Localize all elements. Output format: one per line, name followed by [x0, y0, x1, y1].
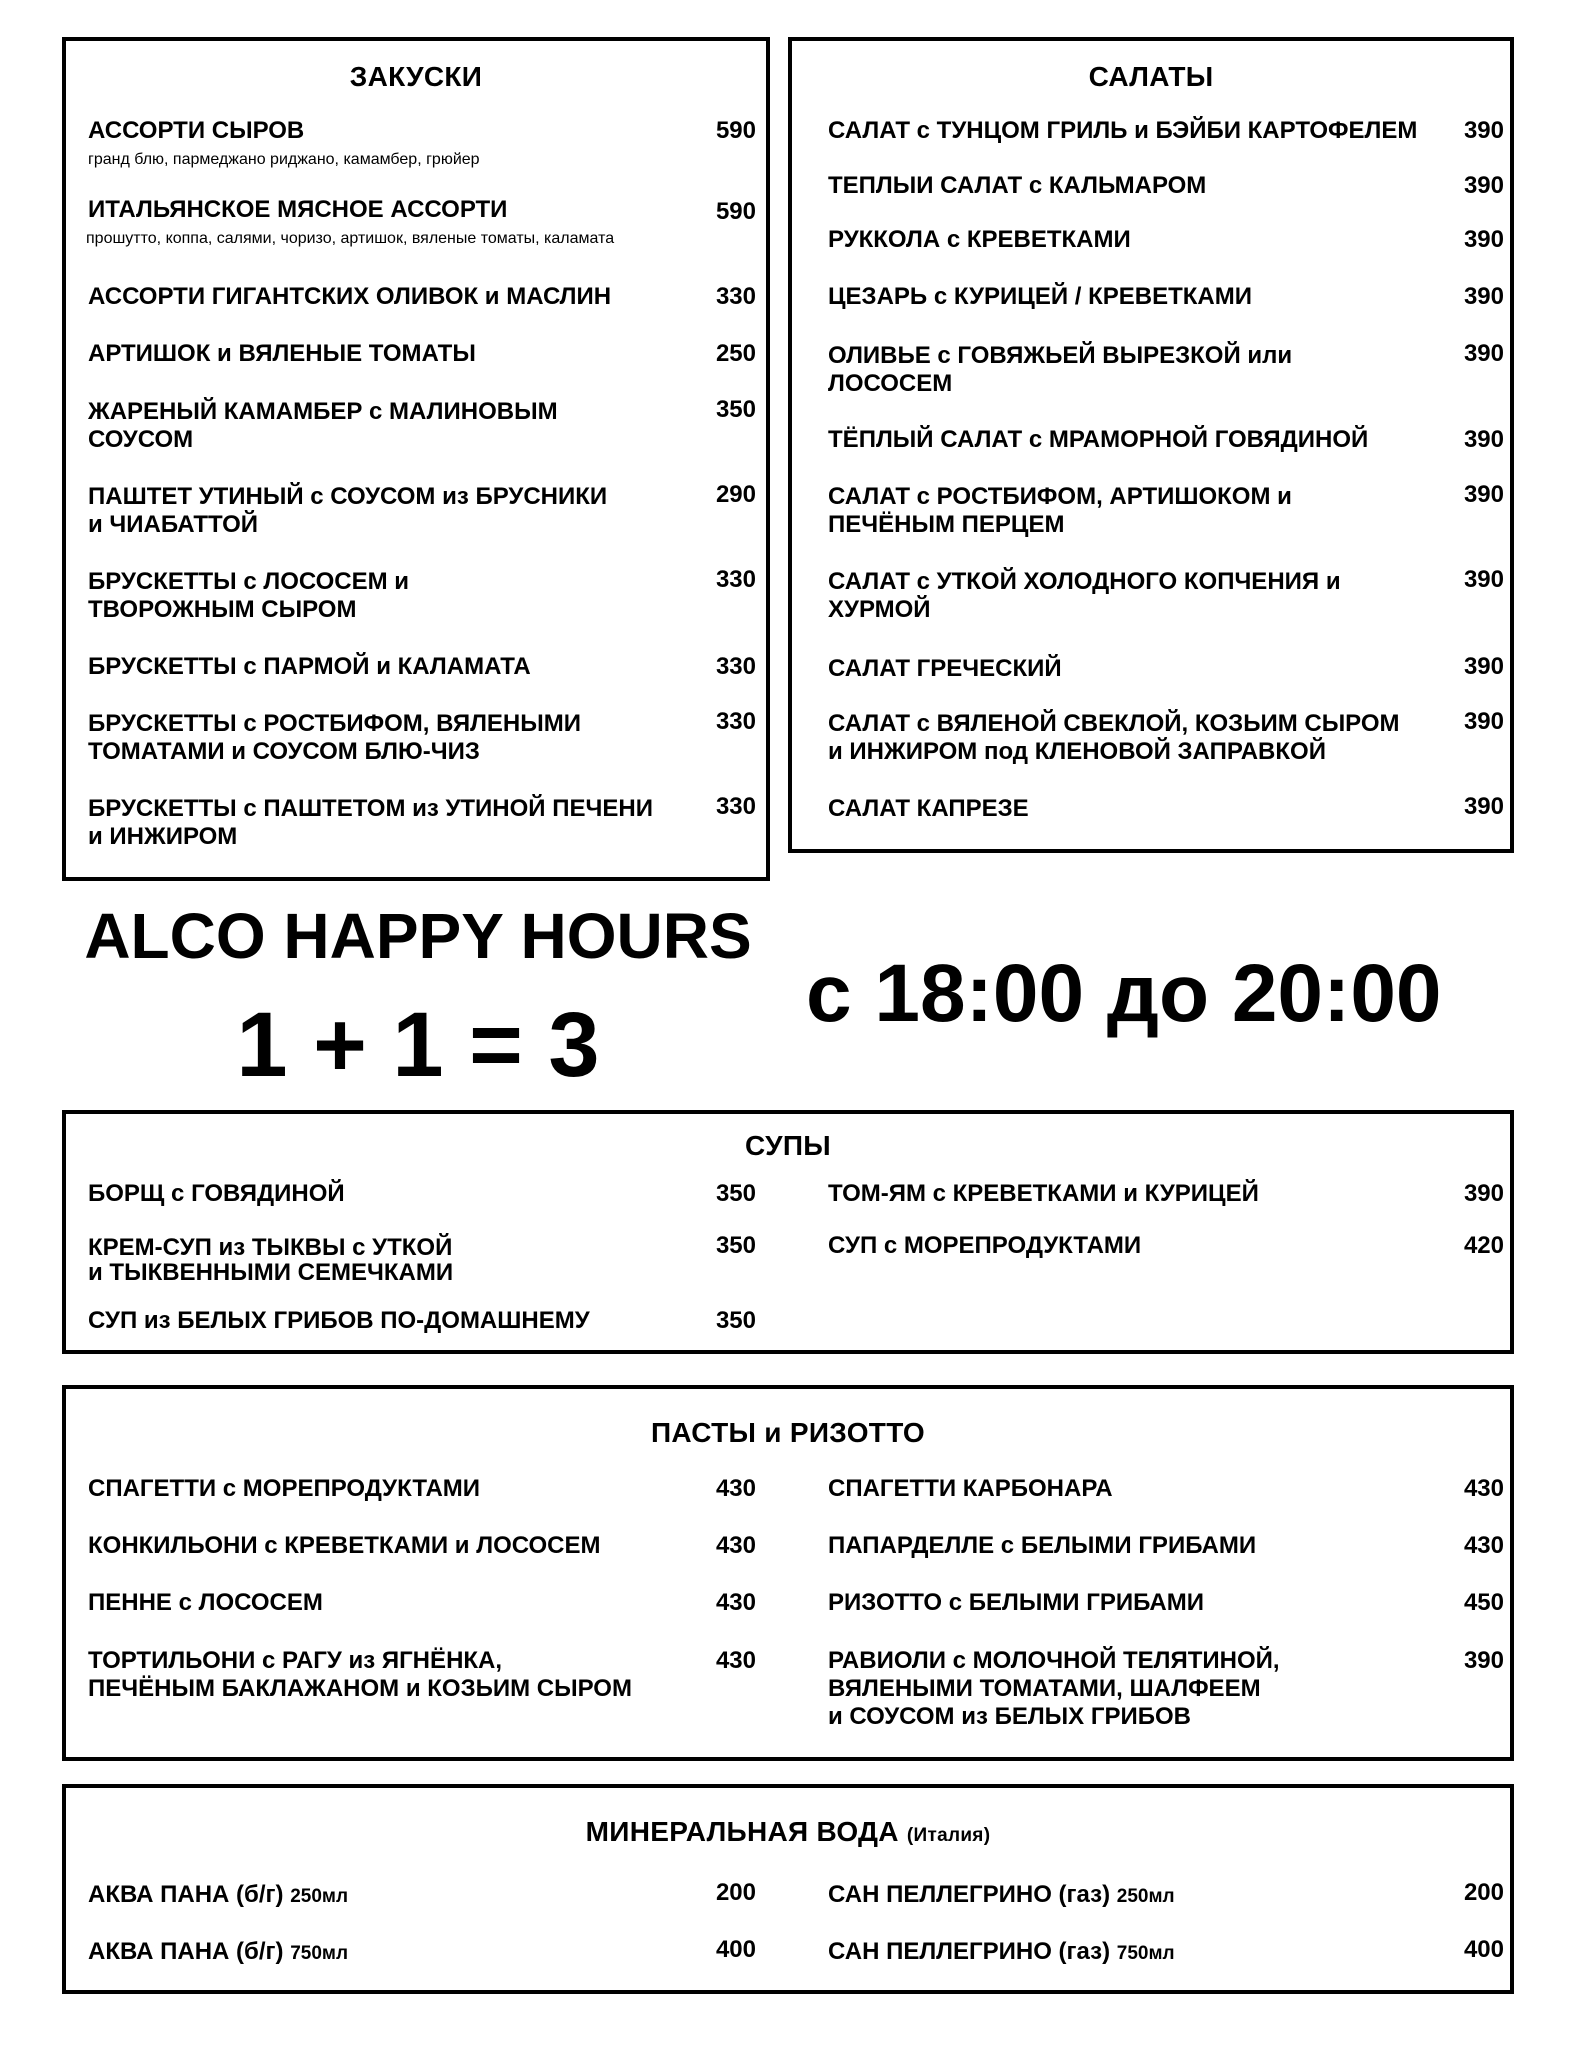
menu-item-price: 330 — [715, 653, 756, 680]
menu-item-price: 430 — [1463, 1475, 1504, 1502]
menu-item-price: 330 — [715, 283, 756, 310]
menu-item-price: 200 — [1463, 1879, 1504, 1906]
menu-item: ТЕПЛЫИ САЛАТ с КАЛЬМАРОМ — [828, 172, 1207, 199]
menu-item: РИЗОТТО с БЕЛЫМИ ГРИБАМИ — [828, 1589, 1204, 1616]
menu-item-continued: ВЯЛЕНЫМИ ТОМАТАМИ, ШАЛФЕЕМ — [828, 1675, 1261, 1702]
menu-item-price: 390 — [1463, 283, 1504, 310]
pasta-risotto-section — [62, 1385, 1514, 1761]
menu-item-price: 390 — [1463, 481, 1504, 508]
menu-item-continued: ТОМАТАМИ и СОУСОМ БЛЮ-ЧИЗ — [88, 738, 480, 765]
menu-item-price: 350 — [715, 396, 756, 423]
menu-item-continued: и ИНЖИРОМ — [88, 823, 238, 850]
menu-item-price: 390 — [1463, 172, 1504, 199]
appetizers-section — [62, 37, 770, 881]
menu-item: ПЕННЕ с ЛОСОСЕМ — [88, 1589, 323, 1616]
menu-item-price: 400 — [715, 1936, 756, 1963]
menu-item-price: 390 — [1463, 226, 1504, 253]
menu-item: САЛАТ с УТКОЙ ХОЛОДНОГО КОПЧЕНИЯ и — [828, 568, 1341, 595]
menu-item-price: 390 — [1463, 340, 1504, 367]
menu-item — [828, 1938, 1175, 1968]
mineral-water-origin: (Италия) — [906, 1825, 991, 1846]
menu-item-name: САН ПЕЛЛЕГРИНО (газ) — [828, 1881, 1111, 1908]
soups-section — [62, 1110, 1514, 1354]
menu-item-price: 590 — [715, 117, 756, 144]
menu-item: СПАГЕТТИ с МОРЕПРОДУКТАМИ — [88, 1475, 481, 1502]
menu-item: ТЁПЛЫЙ САЛАТ с МРАМОРНОЙ ГОВЯДИНОЙ — [828, 426, 1369, 453]
menu-item: БРУСКЕТТЫ с РОСТБИФОМ, ВЯЛЕНЫМИ — [88, 710, 581, 737]
menu-item-price: 350 — [715, 1232, 756, 1259]
menu-item: ОЛИВЬЕ с ГОВЯЖЬЕЙ ВЫРЕЗКОЙ или — [828, 342, 1293, 369]
menu-item-continued: ЛОСОСЕМ — [828, 370, 953, 397]
menu-item-price: 390 — [1463, 426, 1504, 453]
menu-item: САЛАТ КАПРЕЗЕ — [828, 795, 1029, 822]
menu-item-name: АКВА ПАНА (б/г) — [88, 1938, 284, 1965]
appetizers-title: ЗАКУСКИ — [349, 61, 483, 92]
menu-item: СУП с МОРЕПРОДУКТАМИ — [828, 1232, 1142, 1259]
menu-item: АССОРТИ СЫРОВ — [88, 117, 305, 144]
menu-item: СПАГЕТТИ КАРБОНАРА — [828, 1475, 1113, 1502]
menu-item-price: 400 — [1463, 1936, 1504, 1963]
menu-item-continued: СОУСОМ — [88, 426, 194, 453]
menu-item: САЛАТ ГРЕЧЕСКИЙ — [828, 655, 1062, 682]
menu-item — [88, 1938, 348, 1968]
happy-hours-headline: ALCO HAPPY HOURS — [84, 900, 752, 972]
menu-item-price: 430 — [715, 1647, 756, 1674]
menu-item-continued: и ТЫКВЕННЫМИ СЕМЕЧКАМИ — [88, 1259, 454, 1286]
menu-item-name: АКВА ПАНА (б/г) — [88, 1881, 284, 1908]
menu-item: ЖАРЕНЫЙ КАМАМБЕР с МАЛИНОВЫМ — [88, 398, 558, 425]
happy-hours-formula: 1 + 1 = 3 — [236, 994, 600, 1096]
menu-item-continued: и ИНЖИРОМ под КЛЕНОВОЙ ЗАПРАВКОЙ — [828, 738, 1326, 765]
menu-item-price: 330 — [715, 793, 756, 820]
menu-item: КРЕМ-СУП из ТЫКВЫ с УТКОЙ — [88, 1234, 453, 1261]
menu-item: РАВИОЛИ с МОЛОЧНОЙ ТЕЛЯТИНОЙ, — [828, 1647, 1280, 1674]
menu-item-volume: 250мл — [290, 1886, 349, 1907]
menu-item-continued: и ЧИАБАТТОЙ — [88, 511, 258, 538]
menu-item-price: 390 — [1463, 566, 1504, 593]
happy-hours-time: с 18:00 до 20:00 — [806, 948, 1442, 1039]
menu-item: АРТИШОК и ВЯЛЕНЫЕ ТОМАТЫ — [88, 340, 476, 367]
menu-item-description: гранд блю, пармеджано риджано, камамбер, грюйер — [88, 151, 480, 168]
menu-item-continued: ПЕЧЁНЫМ ПЕРЦЕМ — [828, 511, 1065, 538]
menu-item: БРУСКЕТТЫ с ЛОСОСЕМ и — [88, 568, 410, 595]
menu-item-description: прошутто, коппа, салями, чоризо, артишок, вяленые томаты, каламата — [86, 230, 615, 247]
menu-item — [88, 1881, 348, 1911]
menu-item: АССОРТИ ГИГАНТСКИХ ОЛИВОК и МАСЛИН — [88, 283, 612, 310]
menu-item-price: 350 — [715, 1307, 756, 1334]
menu-item-price: 390 — [1463, 653, 1504, 680]
menu-item-continued: и СОУСОМ из БЕЛЫХ ГРИБОВ — [828, 1703, 1191, 1730]
menu-item-price: 390 — [1463, 708, 1504, 735]
menu-item: САЛАТ с РОСТБИФОМ, АРТИШОКОМ и — [828, 483, 1292, 510]
menu-item-price: 390 — [1463, 793, 1504, 820]
menu-item-price: 350 — [715, 1180, 756, 1207]
menu-item-volume: 250мл — [1116, 1886, 1175, 1907]
menu-item-price: 430 — [715, 1589, 756, 1616]
pasta-risotto-title: ПАСТЫ и РИЗОТТО — [651, 1417, 925, 1448]
mineral-water-section — [62, 1784, 1514, 1994]
menu-item: ПАШТЕТ УТИНЫЙ с СОУСОМ из БРУСНИКИ — [88, 483, 608, 510]
menu-item-price: 250 — [715, 340, 756, 367]
soups-title: СУПЫ — [744, 1130, 831, 1161]
menu-item-price: 200 — [715, 1879, 756, 1906]
menu-item: СУП из БЕЛЫХ ГРИБОВ ПО-ДОМАШНЕМУ — [88, 1307, 590, 1334]
salads-section — [788, 37, 1514, 853]
menu-item: БРУСКЕТТЫ с ПАРМОЙ и КАЛАМАТА — [88, 653, 531, 680]
menu-item-price: 390 — [1463, 1180, 1504, 1207]
menu-item-price: 430 — [715, 1475, 756, 1502]
menu-item-price: 420 — [1463, 1232, 1504, 1259]
menu-item: ТОМ-ЯМ с КРЕВЕТКАМИ и КУРИЦЕЙ — [828, 1180, 1259, 1207]
menu-item: ПАПАРДЕЛЛЕ с БЕЛЫМИ ГРИБАМИ — [828, 1532, 1257, 1559]
menu-item-continued: ТВОРОЖНЫМ СЫРОМ — [88, 596, 357, 623]
menu-item-price: 330 — [715, 708, 756, 735]
menu-item-price: 390 — [1463, 1647, 1504, 1674]
menu-item: САЛАТ с ВЯЛЕНОЙ СВЕКЛОЙ, КОЗЬИМ СЫРОМ — [828, 710, 1400, 737]
menu-item-price: 590 — [715, 198, 756, 225]
menu-item: ИТАЛЬЯНСКОЕ МЯСНОЕ АССОРТИ — [88, 196, 508, 223]
menu-item-name: САН ПЕЛЛЕГРИНО (газ) — [828, 1938, 1111, 1965]
menu-item: БРУСКЕТТЫ с ПАШТЕТОМ из УТИНОЙ ПЕЧЕНИ — [88, 795, 653, 822]
menu-item-price: 430 — [1463, 1532, 1504, 1559]
menu-item-continued: ПЕЧЁНЫМ БАКЛАЖАНОМ и КОЗЬИМ СЫРОМ — [88, 1675, 632, 1702]
menu-item: ТОРТИЛЬОНИ с РАГУ из ЯГНЁНКА, — [88, 1647, 503, 1674]
menu-item-continued: ХУРМОЙ — [828, 596, 931, 623]
mineral-water-title-text: МИНЕРАЛЬНАЯ ВОДА — [585, 1816, 899, 1847]
menu-item-price: 330 — [715, 566, 756, 593]
salads-title: САЛАТЫ — [1088, 61, 1214, 92]
menu-item-price: 390 — [1463, 117, 1504, 144]
menu-item-volume: 750мл — [1116, 1943, 1175, 1964]
menu-item: БОРЩ с ГОВЯДИНОЙ — [88, 1180, 345, 1207]
menu-item: КОНКИЛЬОНИ с КРЕВЕТКАМИ и ЛОСОСЕМ — [88, 1532, 601, 1559]
menu-item: РУККОЛА с КРЕВЕТКАМИ — [828, 226, 1131, 253]
menu-item: ЦЕЗАРЬ с КУРИЦЕЙ / КРЕВЕТКАМИ — [828, 283, 1252, 310]
menu-item: САЛАТ с ТУНЦОМ ГРИЛЬ и БЭЙБИ КАРТОФЕЛЕМ — [828, 117, 1418, 144]
menu-item-price: 430 — [715, 1532, 756, 1559]
menu-item — [828, 1881, 1175, 1911]
menu-item-price: 290 — [715, 481, 756, 508]
menu-item-price: 450 — [1463, 1589, 1504, 1616]
menu-item-volume: 750мл — [290, 1943, 349, 1964]
mineral-water-title — [66, 1816, 1510, 1848]
